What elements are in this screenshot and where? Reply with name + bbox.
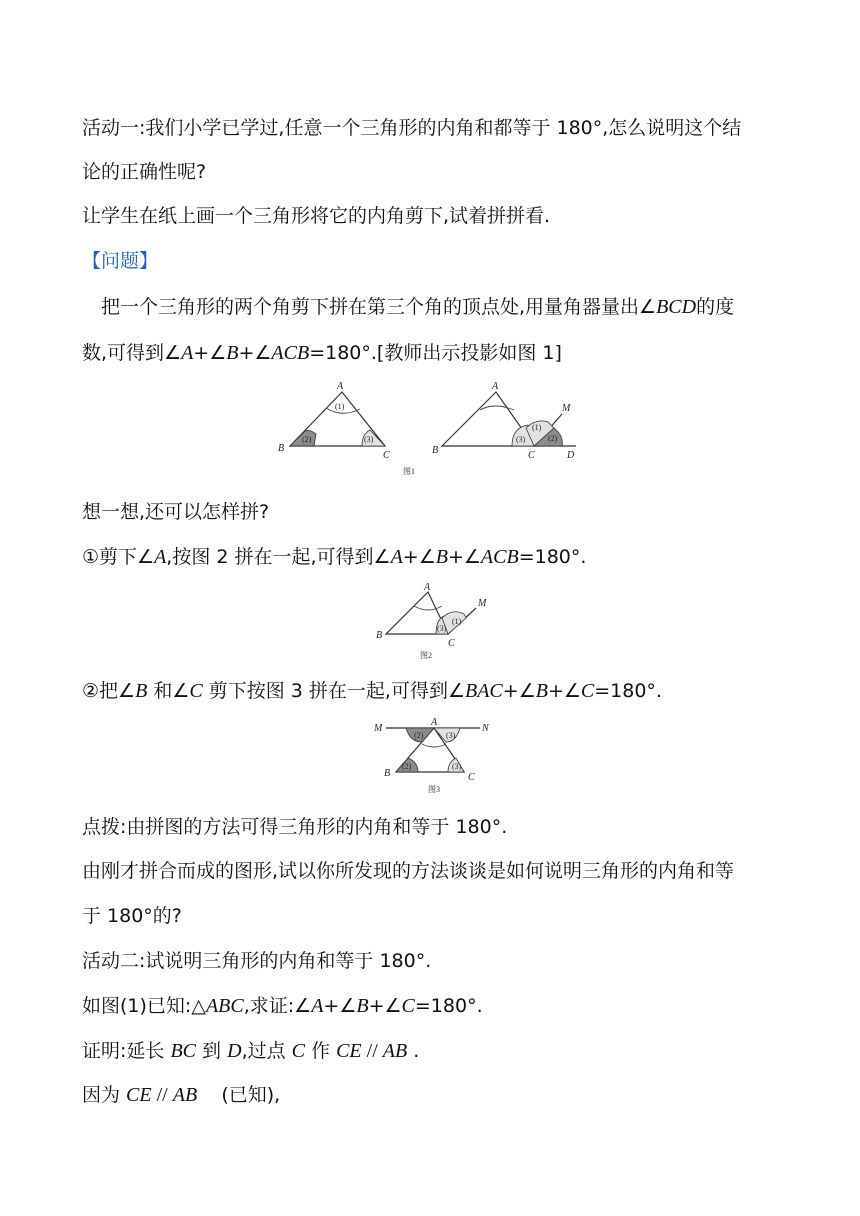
svg-text:A: A (492, 381, 499, 392)
svg-text:N: N (482, 723, 489, 734)
svg-text:(2): (2) (302, 435, 312, 444)
problem-line1: 把一个三角形的两个角剪下拼在第三个角的顶点处,用量角器量出∠BCD的度 (101, 296, 735, 318)
svg-text:B: B (376, 630, 383, 641)
problem-line2: 数,可得到∠A+∠B+∠ACB=180°.[教师出示投影如图 1] (82, 342, 562, 364)
svg-text:C: C (383, 450, 390, 461)
svg-text:M: M (478, 598, 487, 609)
figure-1-right-triangle (432, 381, 576, 461)
svg-text:A: A (431, 717, 438, 728)
activity1-line2: 论的正确性呢? (82, 161, 207, 183)
svg-text:C: C (448, 638, 455, 649)
svg-text:B: B (278, 443, 285, 454)
svg-text:(3): (3) (516, 435, 526, 444)
svg-text:A: A (337, 381, 344, 392)
question-line2: 于 180°的? (82, 905, 182, 927)
activity1-line1: 活动一:我们小学已学过,任意一个三角形的内角和都等于 180°,怎么说明这个结 (82, 117, 742, 139)
activity2-title: 活动二:试说明三角形的内角和等于 180°. (82, 950, 432, 972)
svg-text:(3): (3) (446, 731, 456, 740)
svg-text:M: M (374, 723, 383, 734)
case2-line: ②把∠B 和∠C 剪下按图 3 拼在一起,可得到∠BAC+∠B+∠C=180°. (82, 680, 662, 702)
svg-text:(1): (1) (532, 423, 542, 432)
figure-2-caption: 图2 (420, 651, 432, 660)
svg-text:(3): (3) (364, 435, 374, 444)
svg-text:(3): (3) (437, 624, 447, 633)
svg-text:(3): (3) (452, 762, 462, 771)
figure-2 (370, 580, 500, 664)
figure-1-caption: 图1 (403, 467, 415, 476)
because-line: 因为 CE // AB (已知), (82, 1084, 281, 1106)
question-line1: 由刚才拼合而成的图形,试以你所发现的方法谈谈是如何说明三角形的内角和等 (82, 860, 735, 882)
svg-text:B: B (432, 445, 439, 456)
svg-text:C: C (468, 772, 475, 783)
case1-line: ①剪下∠A,按图 2 拼在一起,可得到∠A+∠B+∠ACB=180°. (82, 546, 587, 568)
activity1-line3: 让学生在纸上画一个三角形将它的内角剪下,试着拼拼看. (82, 205, 551, 227)
figure-1 (270, 378, 600, 478)
svg-text:(2): (2) (548, 434, 558, 443)
svg-text:A: A (424, 582, 431, 593)
svg-text:B: B (384, 768, 391, 779)
svg-text:(1): (1) (335, 402, 345, 411)
think-line: 想一想,还可以怎样拼? (82, 501, 270, 523)
svg-text:(2): (2) (402, 762, 412, 771)
figure-1-left-triangle (278, 381, 390, 461)
svg-text:M: M (562, 403, 571, 414)
svg-text:(1): (1) (452, 617, 462, 626)
figure-3 (370, 716, 510, 798)
svg-text:(2): (2) (414, 731, 424, 740)
given-line: 如图(1)已知:△ABC,求证:∠A+∠B+∠C=180°. (82, 995, 483, 1017)
svg-text:D: D (567, 450, 575, 461)
problem-heading: 【问题】 (82, 250, 159, 272)
figure-3-caption: 图3 (428, 785, 440, 794)
proof-line: 证明:延长 BC 到 D,过点 C 作 CE // AB . (82, 1040, 420, 1062)
tip-line: 点拨:由拼图的方法可得三角形的内角和等于 180°. (82, 816, 508, 838)
svg-text:C: C (528, 450, 535, 461)
